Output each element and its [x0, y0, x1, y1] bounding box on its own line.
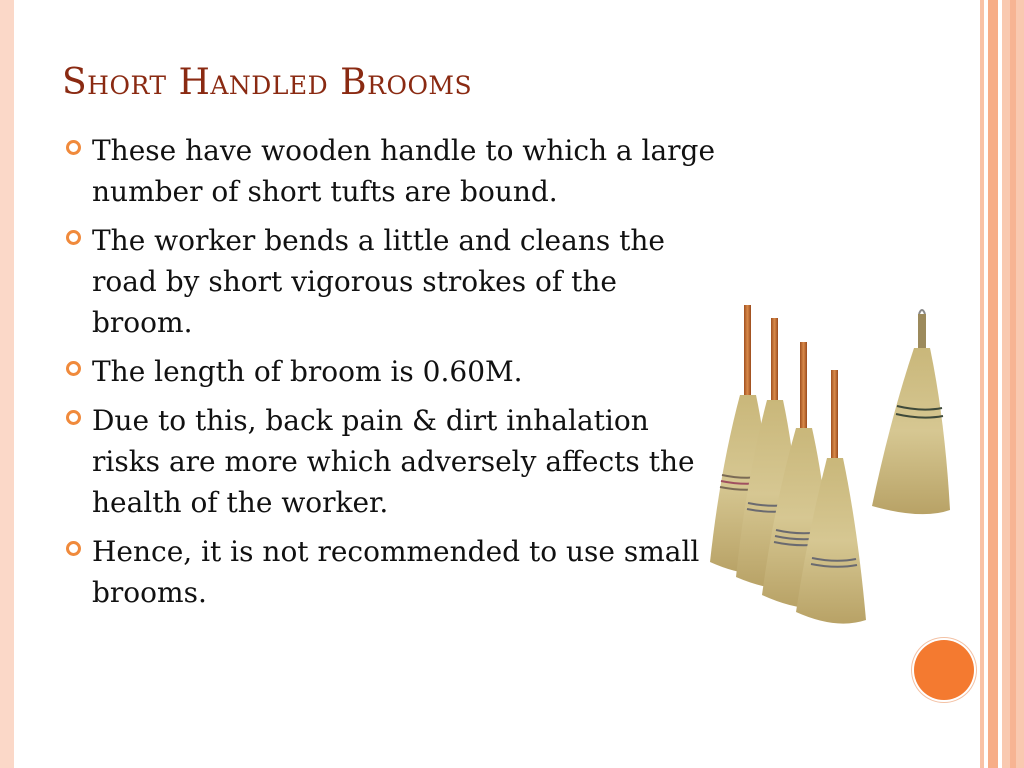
- bullet-text: Due to this, back pain & dirt inhalation risks are more which adversely affects the health of the worker.: [92, 404, 695, 519]
- right-border-stripe: [1010, 0, 1016, 768]
- ring-bullet-icon: [66, 230, 81, 245]
- bullet-text: Hence, it is not recommended to use small brooms.: [92, 535, 700, 609]
- bullet-item: [62, 531, 722, 613]
- ring-bullet-icon: [66, 541, 81, 556]
- slide-title: Short Handled Brooms: [62, 62, 473, 103]
- bullet-list: [62, 130, 722, 621]
- left-border-stripe: [0, 0, 14, 768]
- right-border-stripe: [988, 0, 998, 768]
- bullet-text: These have wooden handle to which a large number of short tufts are bound.: [92, 134, 716, 208]
- ring-bullet-icon: [66, 140, 81, 155]
- ring-bullet-icon: [66, 361, 81, 376]
- bullet-text: The length of broom is 0.60M.: [92, 355, 523, 388]
- ring-bullet-icon: [66, 410, 81, 425]
- bullet-item: [62, 400, 722, 523]
- bullet-item: [62, 351, 722, 392]
- bullet-item: [62, 130, 722, 212]
- bullet-text: The worker bends a little and cleans the road by short vigorous strokes of the broom.: [92, 224, 665, 339]
- accent-circle: [914, 640, 974, 700]
- bullet-item: [62, 220, 722, 343]
- brooms-image: [700, 300, 970, 630]
- right-border-stripe: [980, 0, 984, 768]
- whisk-broom: [872, 310, 950, 514]
